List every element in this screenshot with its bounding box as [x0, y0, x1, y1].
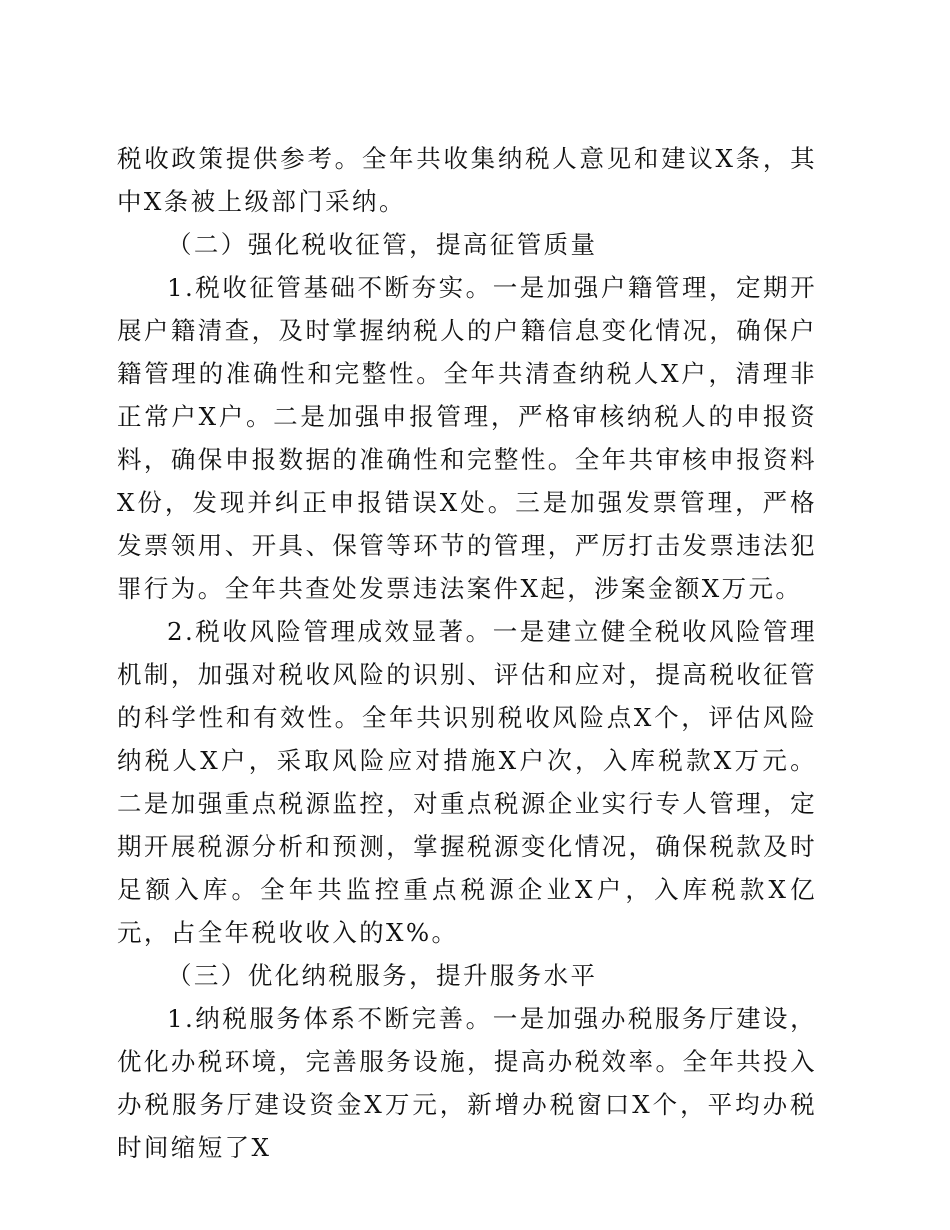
section-heading-3: （三）优化纳税服务，提升服务水平: [167, 961, 598, 990]
paragraph-risk-management: 2.税收风险管理成效显著。一是建立健全税收风险管理机制，加强对税收风险的识别、评估和应对，提高税收征管的科学性和有效性。全年共识别税收风险点X个，评估风险纳税人X户，采取风险应对措施X户次，入库税款X万元。二是加强重点税源监控，对重点税源企业实行专人管理，定期开展税源分析和预测，掌握税源变化情况，确保税款及时足额入库。全年共监控重点税源企业X户，入库税款X亿元，占全年税收收入的X%。: [117, 617, 817, 947]
paragraph-service-system: 1.纳税服务体系不断完善。一是加强办税服务厅建设，优化办税环境，完善服务设施，提高办税效率。全年共投入办税服务厅建设资金X万元，新增办税窗口X个，平均办税时间缩短了X: [117, 1004, 817, 1162]
paragraph-continued: 税收政策提供参考。全年共收集纳税人意见和建议X条，其中X条被上级部门采纳。: [117, 144, 817, 216]
section-heading-2: （二）强化税收征管，提高征管质量: [167, 230, 598, 259]
paragraph-collection-foundation: 1.税收征管基础不断夯实。一是加强户籍管理，定期开展户籍清查，及时掌握纳税人的户籍信息变化情况，确保户籍管理的准确性和完整性。全年共清查纳税人X户，清理非正常户X户。二是加强申报管理，严格审核纳税人的申报资料，确保申报数据的准确性和完整性。全年共审核申报资料X份，发现并纠正申报错误X处。三是加强发票管理，严格发票领用、开具、保管等环节的管理，严厉打击发票违法犯罪行为。全年共查处发票违法案件X起，涉案金额X万元。: [117, 273, 817, 603]
document-body: [117, 137, 817, 1169]
